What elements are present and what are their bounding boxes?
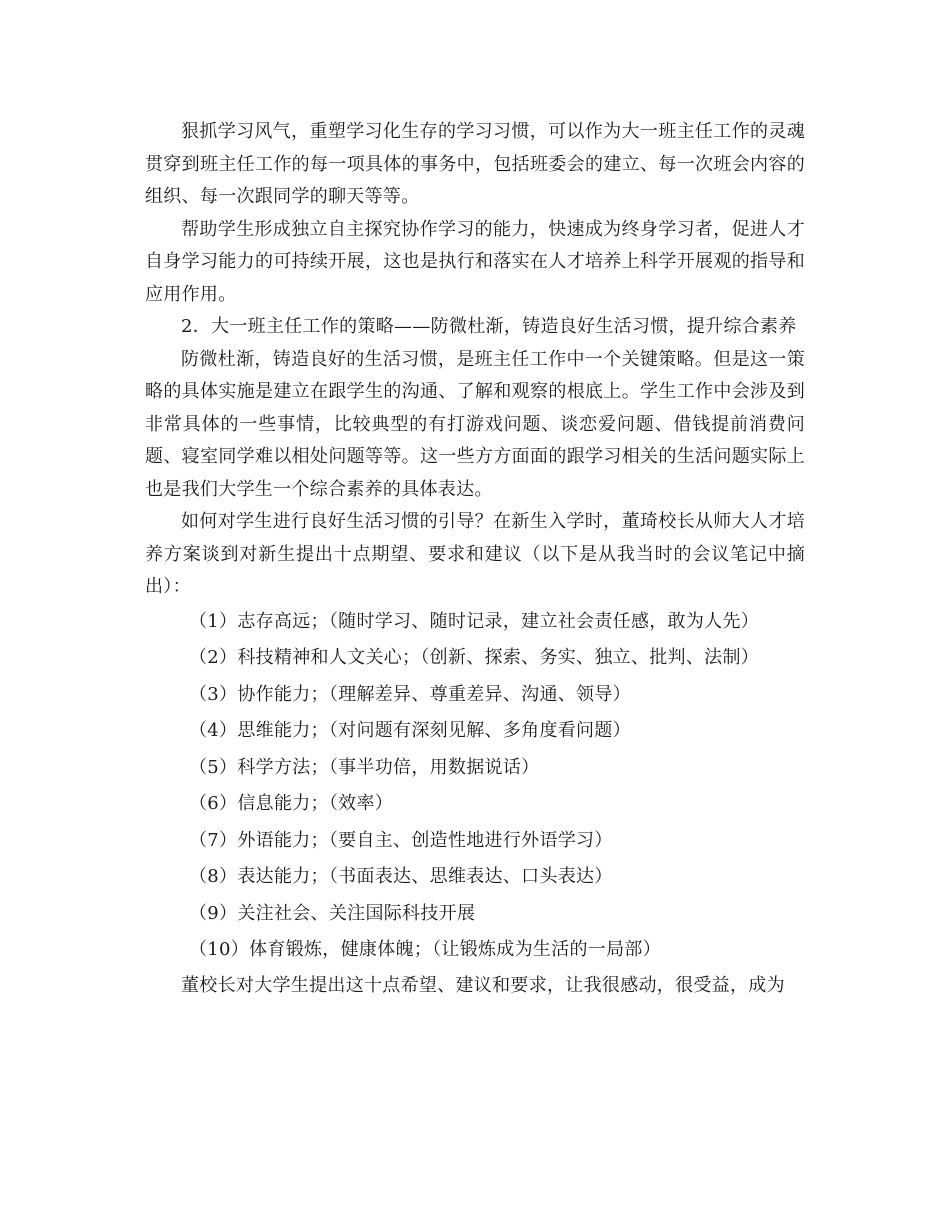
list-item: （9）关注社会、关注国际科技开展 [189,902,476,924]
closing-paragraph: 董校长对大学生提出这十点希望、建议和要求，让我很感动，很受益，成为 [181,974,785,996]
list-item: （2）科技精神和人文关心；（创新、探索、务实、独立、批判、法制） [189,647,760,668]
list-item: （4）思维能力；（对问题有深刻见解、多角度看问题） [189,720,631,741]
list-item: （10）体育锻炼，健康体魄；（让锻炼成为生活的一局部） [189,939,662,960]
paragraph-guidance-question: 如何对学生进行良好生活习惯的引导？在新生入学时，董琦校长从师大人才培养方案谈到对新生提出十点期望、要求和建议（以下是从我当时的会议笔记中摘出）： [145,511,805,597]
list-item: （6）信息能力；（效率） [189,793,394,814]
paragraph-life-habits: 防微杜渐，铸造良好的生活习惯，是班主任工作中一个关键策略。但是这一策略的具体实施是建立在跟学生的沟通、了解和观察的根底上。学生工作中会涉及到非常具体的一些事情，比较典型的有打游戏问题、谈恋爱问题、借钱提前消费问题、寝室同学难以相处问题等等。这一些方方面面的跟学习相关的生活问题实际上也是我们大学生一个综合素养的具体表达。 [145,348,805,500]
document-page [145,116,805,1003]
section-heading-strategy: 2．大一班主任工作的策略——防微杜渐，铸造良好生活习惯，提升综合素养 [181,316,797,337]
list-item: （8）表达能力；（书面表达、思维表达、口头表达） [189,866,613,887]
paragraph-study-habits: 狠抓学习风气，重塑学习化生存的学习习惯，可以作为大一班主任工作的灵魂贯穿到班主任工作的每一项具体的事务中，包括班委会的建立、每一次班会内容的组织、每一次跟同学的聊天等等。 [145,121,805,207]
list-item: （5）科学方法；（事半功倍，用数据说话） [189,756,540,778]
list-item: （1）志存高远；（随时学习、随时记录，建立社会责任感，敢为人先） [189,610,760,632]
list-item: （7）外语能力；（要自主、创造性地进行外语学习） [189,829,613,851]
list-item: （3）协作能力；（理解差异、尊重差异、沟通、领导） [189,683,631,705]
paragraph-lifelong-learning: 帮助学生形成独立自主探究协作学习的能力，快速成为终身学习者，促进人才自身学习能力的可持续开展，这也是执行和落实在人才培养上科学开展观的指导和应用作用。 [145,218,805,305]
ten-points-list [145,604,805,969]
